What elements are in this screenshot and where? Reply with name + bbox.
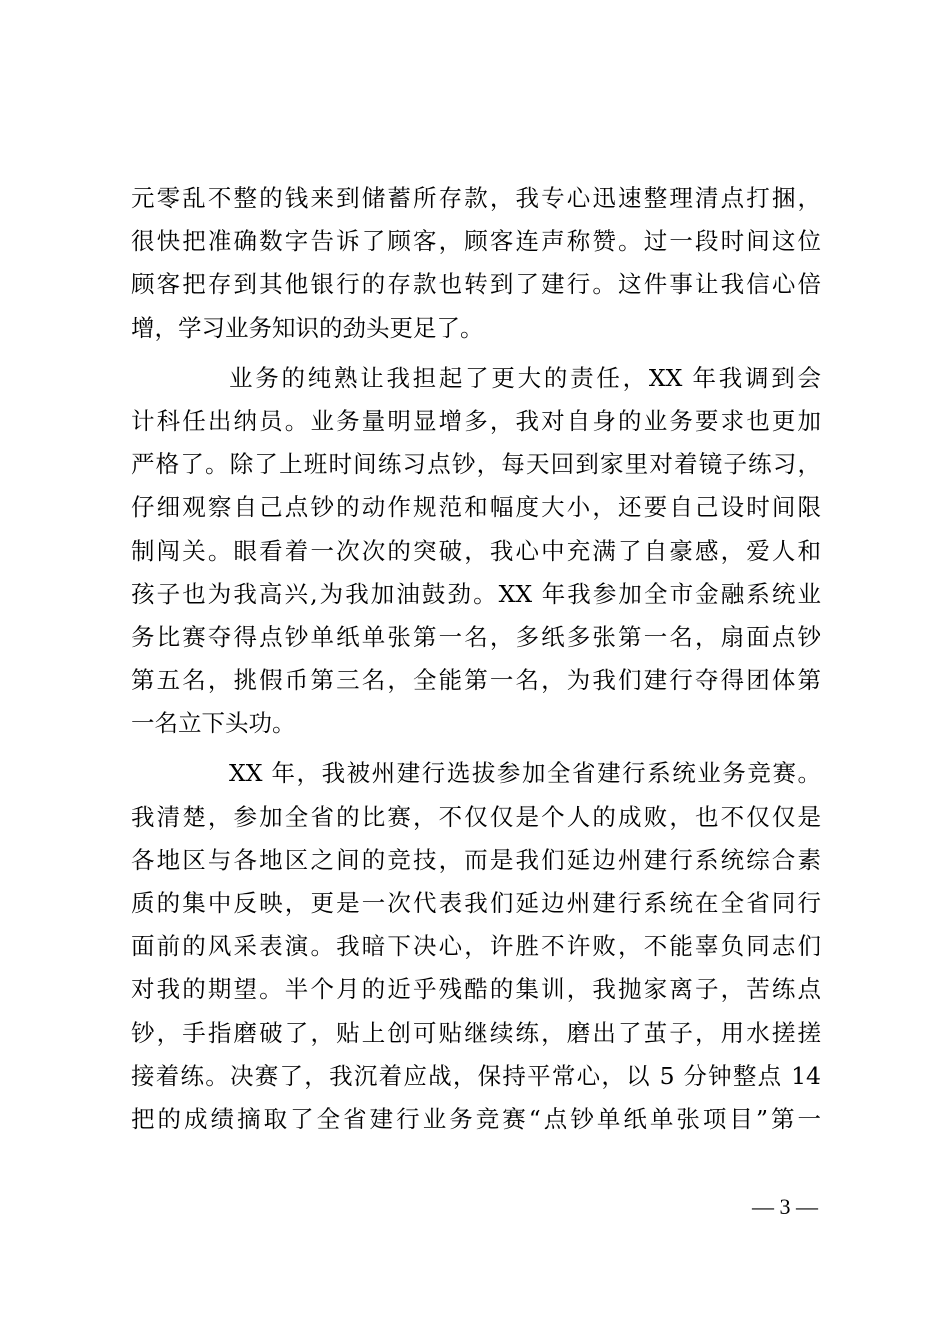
paragraph-2 [131, 357, 821, 746]
text-line: 元零乱不整的钱来到储蓄所存款，我专心迅速整理清点打捆， [131, 184, 821, 212]
text-line: 增，学习业务知识的劲头更足了。 [131, 313, 484, 342]
text-line: 质的集中反映，更是一次代表我们延边州建行系统在全省同行 [131, 889, 821, 917]
page-number: — 3 — [752, 1194, 818, 1219]
text-line: 孩子也为我高兴,为我加油鼓劲。XX 年我参加全市金融系统业 [131, 579, 821, 608]
text-line: 务比赛夺得点钞单纸单张第一名，多纸多张第一名，扇面点钞 [131, 622, 821, 651]
text-line: 顾客把存到其他银行的存款也转到了建行。这件事让我信心倍 [131, 270, 821, 299]
paragraph-3 [131, 752, 821, 1141]
text-line: 钞，手指磨破了，贴上创可贴继续练，磨出了茧子，用水搓搓 [131, 1018, 821, 1047]
text-line: 各地区与各地区之间的竞技，而是我们延边州建行系统综合素 [131, 845, 821, 874]
text-line: 对我的期望。半个月的近乎残酷的集训，我抛家离子，苦练点 [131, 975, 821, 1004]
paragraph-gap [131, 745, 821, 752]
text-line: 一名立下头功。 [131, 709, 296, 738]
text-line: 仔细观察自己点钞的动作规范和幅度大小，还要自己设时间限 [131, 493, 821, 522]
text-line: 第五名，挑假币第三名，全能第一名，为我们建行夺得团体第 [131, 666, 821, 695]
paragraph-1 [131, 177, 821, 350]
text-line: 把的成绩摘取了全省建行业务竞赛“点钞单纸单张项目”第一 [131, 1104, 821, 1133]
text-line: 业务的纯熟让我担起了更大的责任，XX 年我调到会 [229, 363, 821, 392]
text-line: 制闯关。眼看着一次次的突破，我心中充满了自豪感，爱人和 [131, 536, 821, 565]
text-line: 面前的风采表演。我暗下决心，许胜不许败，不能辜负同志们 [131, 932, 821, 961]
text-line: 严格了。除了上班时间练习点钞，每天回到家里对着镜子练习， [131, 450, 821, 479]
text-line: 计科任出纳员。业务量明显增多，我对自身的业务要求也更加 [131, 406, 821, 435]
text-line: 我清楚，参加全省的比赛，不仅仅是个人的成败，也不仅仅是 [131, 802, 821, 831]
text-line: XX 年，我被州建行选拔参加全省建行系统业务竞赛。 [229, 759, 821, 788]
body-text [131, 177, 821, 1141]
paragraph-gap [131, 350, 821, 357]
text-line: 接着练。决赛了，我沉着应战，保持平常心，以 5 分钟整点 14 [131, 1061, 821, 1090]
text-line: 很快把准确数字告诉了顾客，顾客连声称赞。过一段时间这位 [131, 227, 821, 256]
